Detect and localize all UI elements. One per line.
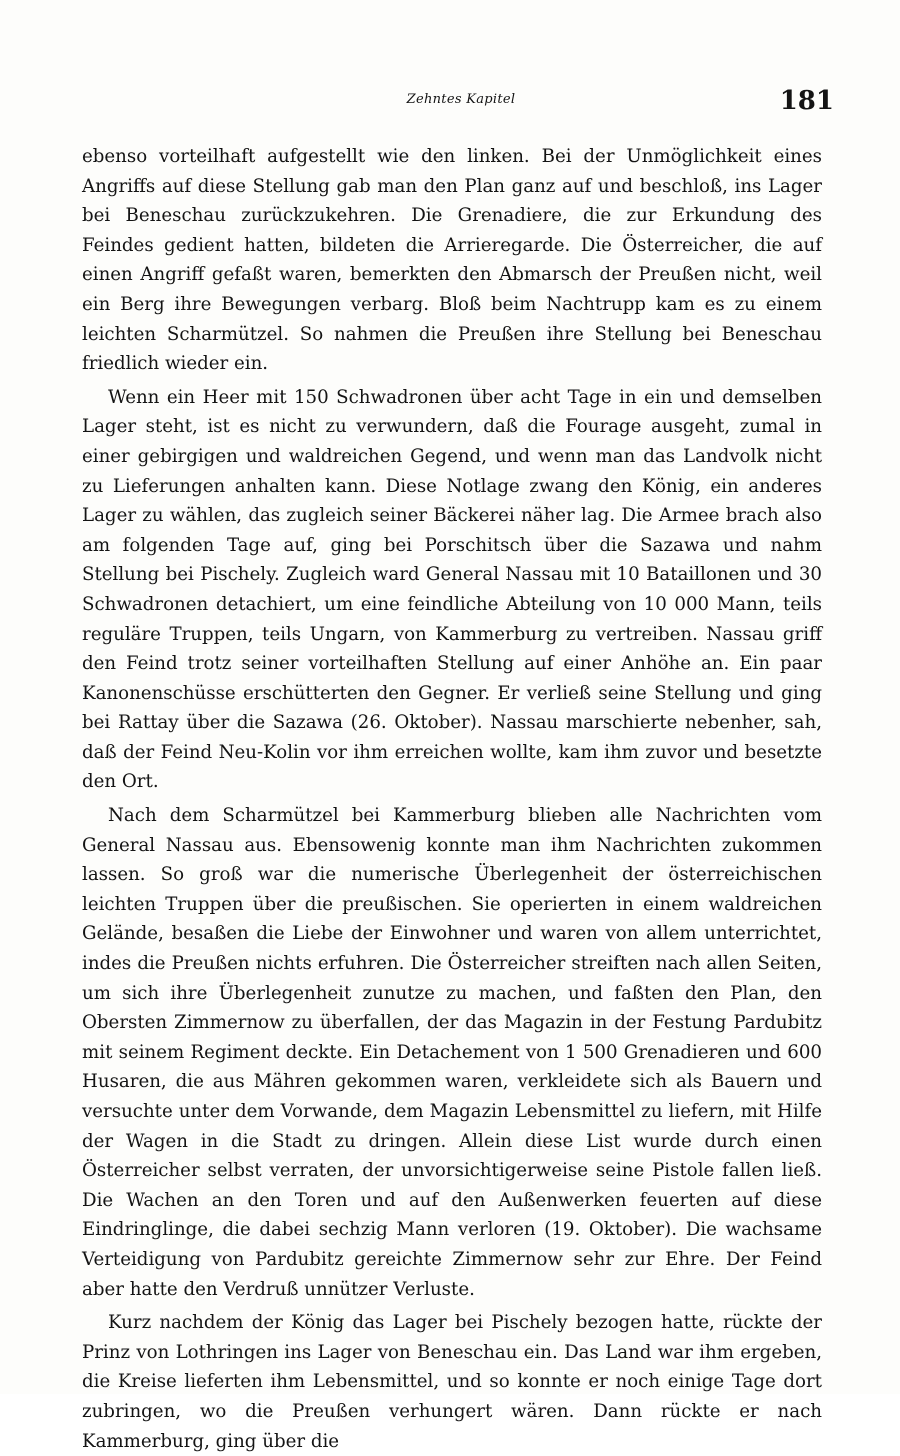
running-title: Zehntes Kapitel [406, 92, 516, 107]
paragraph: Kurz nachdem der König das Lager bei Pischely bezogen hatte, rückte der Prinz von Lothringen ins Lager von Beneschau ein. Das Land war ihm ergeben, die Kreise lieferten ihm Lebensmittel, und so konnte er noch einige Tage dort zubringen, wo die Preußen verhungert wären. Dann rückte er nach Kammerburg, ging über die [82, 1312, 822, 1452]
page-header [82, 86, 840, 122]
body-text [82, 142, 822, 1456]
page-number: 181 [779, 86, 834, 116]
paragraph: Wenn ein Heer mit 150 Schwadronen über acht Tage in ein und demselben Lager steht, ist es nicht zu verwundern, daß die Fourage ausgeht, zumal in einer gebirgigen und waldreichen Gegend, und wenn man das Landvolk nicht zu Lieferungen anhalten kann. Diese Notlage zwang den König, ein anderes Lager zu wählen, das zugleich seiner Bäckerei näher lag. Die Armee brach also am folgenden Tage auf, ging bei Porschitsch über die Sazawa und nahm Stellung bei Pischely. Zugleich ward General Nassau mit 10 Bataillonen und 30 Schwadronen detachiert, um eine feindliche Abteilung von 10 000 Mann, teils reguläre Truppen, teils Ungarn, von Kammerburg zu vertreiben. Nassau griff den Feind trotz seiner vorteilhaften Stellung auf einer Anhöhe an. Ein paar Kanonenschüsse erschütterten den Gegner. Er verließ seine Stellung und ging bei Rattay über die Sazawa (26. Oktober). Nassau marschierte nebenher, sah, daß der Feind Neu-Kolin vor ihm erreichen wollte, kam ihm zuvor und besetzte den Ort. [82, 386, 822, 793]
paragraph: ebenso vorteilhaft aufgestellt wie den linken. Bei der Unmöglichkeit eines Angriffs auf diese Stellung gab man den Plan ganz auf und beschloß, ins Lager bei Beneschau zurückzukehren. Die Grenadiere, die zur Erkundung des Feindes gedient hatten, bildeten die Arrieregarde. Die Österreicher, die auf einen Angriff gefaßt waren, bemerkten den Abmarsch der Preußen nicht, weil ein Berg ihre Bewegungen verbarg. Bloß beim Nachtrupp kam es zu einem leichten Scharmützel. So nahmen die Preußen ihre Stellung bei Beneschau friedlich wieder ein. [82, 146, 822, 375]
paragraph: Nach dem Scharmützel bei Kammerburg blieben alle Nachrichten vom General Nassau aus. Ebensowenig konnte man ihm Nachrichten zukommen lassen. So groß war die numerische Überlegenheit der österreichischen leichten Truppen über die preußischen. Sie operierten in einem waldreichen Gelände, besaßen die Liebe der Einwohner und waren von allem unterrichtet, indes die Preußen nichts erfuhren. Die Österreicher streiften nach allen Seiten, um sich ihre Überlegenheit zunutze zu machen, und faßten den Plan, den Obersten Zimmernow zu überfallen, der das Magazin in der Festung Pardubitz mit seinem Regiment deckte. Ein Detachement von 1 500 Grenadieren und 600 Husaren, die aus Mähren gekommen waren, verkleidete sich als Bauern und versuchte unter dem Vorwande, dem Magazin Lebensmittel zu liefern, mit Hilfe der Wagen in die Stadt zu dringen. Allein diese List wurde durch einen Österreicher selbst verraten, der unvorsichtigerweise seine Pistole fallen ließ. Die Wachen an den Toren und auf den Außenwerken feuerten auf diese Eindringlinge, die dabei sechzig Mann verloren (19. Oktober). Die wachsame Verteidigung von Pardubitz gereichte Zimmernow sehr zur Ehre. Der Feind aber hatte den Verdruß unnützer Verluste. [82, 805, 822, 1300]
